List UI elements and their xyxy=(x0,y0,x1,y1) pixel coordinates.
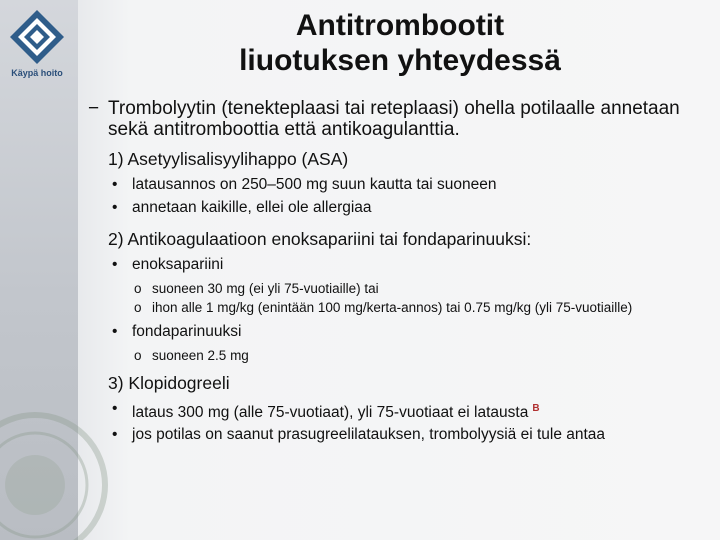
list-item xyxy=(88,175,708,195)
title-line-1: Antitrombootit xyxy=(295,9,505,42)
bullet-text: enoksapariini xyxy=(132,256,224,273)
circle-marker: o xyxy=(134,281,142,296)
bullet-marker: • xyxy=(112,199,118,216)
kaypa-hoito-logo xyxy=(6,8,68,88)
logo-emblem-icon xyxy=(6,8,68,66)
list-item xyxy=(88,255,708,275)
bullet-marker: • xyxy=(112,323,118,340)
bullet-marker: • xyxy=(112,176,118,193)
list-item xyxy=(88,425,698,445)
slide-title xyxy=(150,8,650,78)
circle-marker: o xyxy=(134,348,142,363)
section-1-heading: 1) Asetyylisalisyylihappo (ASA) xyxy=(108,149,349,169)
dash-marker: − xyxy=(88,98,100,119)
logo-text: Käypä hoito xyxy=(11,68,63,78)
sub-text: suoneen 2.5 mg xyxy=(152,348,249,363)
list-item xyxy=(88,399,708,423)
intro-text: Trombolyytin (tenekteplaasi tai reteplaasi) ohella potilaalle annetaan sekä antitromboottia että antikoagulanttia. xyxy=(108,98,680,140)
sub-list-item xyxy=(88,281,708,296)
intro-paragraph xyxy=(88,98,708,140)
sub-list-item xyxy=(88,348,708,363)
list-item xyxy=(88,322,708,342)
evidence-grade-badge: B xyxy=(532,403,540,414)
bullet-marker: • xyxy=(112,426,118,443)
bullet-text: fondaparinuuksi xyxy=(132,323,242,340)
bullet-text: jos potilas on saanut prasugreelilatauksen, trombolyysiä ei tule antaa xyxy=(132,426,606,443)
sub-text: ihon alle 1 mg/kg (enintään 100 mg/kerta-annos) tai 0.75 mg/kg (yli 75-vuotiaille) xyxy=(152,300,633,315)
bullet-marker: • xyxy=(112,400,118,417)
circle-marker: o xyxy=(134,300,142,315)
title-line-2: liuotuksen yhteydessä xyxy=(239,44,561,77)
section-3-heading: 3) Klopidogreeli xyxy=(108,373,230,393)
bullet-marker: • xyxy=(112,256,118,273)
sub-text: suoneen 30 mg (ei yli 75-vuotiaille) tai xyxy=(152,281,379,296)
list-item xyxy=(88,198,708,218)
sub-list-item xyxy=(88,300,648,315)
bullet-text: lataus 300 mg (alle 75-vuotiaat), yli 75-vuotiaat ei latausta xyxy=(132,404,529,421)
bullet-text: annetaan kaikille, ellei ole allergiaa xyxy=(132,199,372,216)
slide-content xyxy=(88,98,708,445)
bullet-text: latausannos on 250–500 mg suun kautta tai suoneen xyxy=(132,176,497,193)
section-2-heading: 2) Antikoagulaatioon enoksapariini tai fondaparinuuksi: xyxy=(108,229,532,249)
